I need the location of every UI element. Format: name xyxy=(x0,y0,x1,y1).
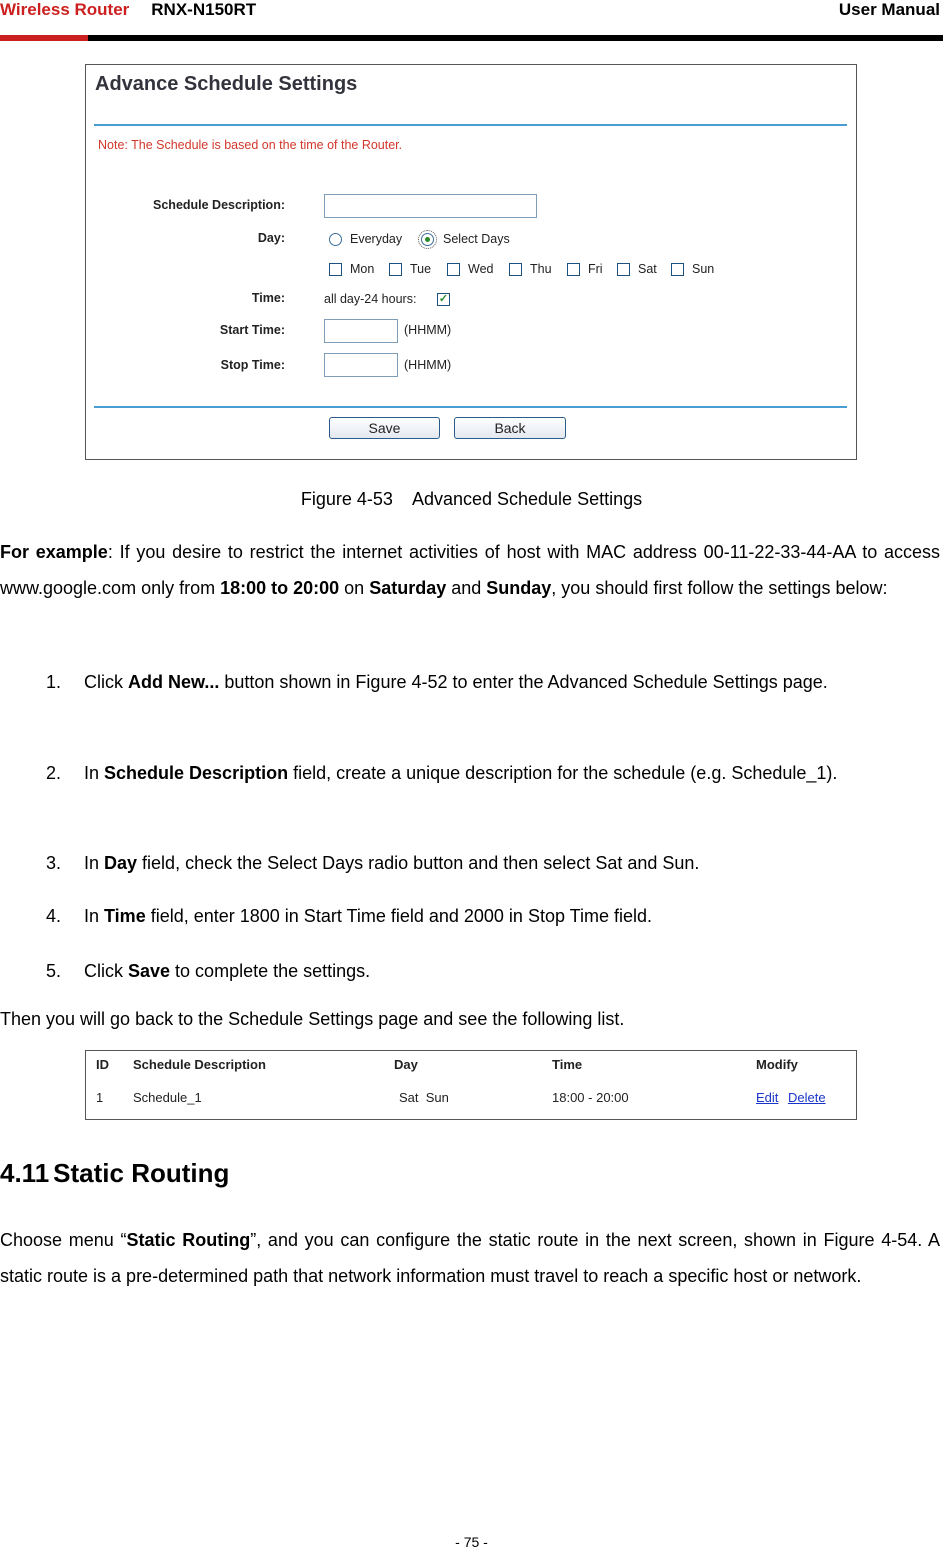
example-lead: For example xyxy=(0,542,108,562)
col-header-time: Time xyxy=(552,1057,583,1072)
section-intro-bold: Static Routing xyxy=(126,1230,251,1250)
step-4-post: field, enter 1800 in Start Time field and 2000 in Stop Time field. xyxy=(145,906,652,926)
header-rule-accent xyxy=(0,35,88,41)
step-3-post: field, check the Select Days radio button and then select Sat and Sun. xyxy=(137,853,700,873)
day-label-tue: Tue xyxy=(410,262,432,276)
section-intro-pre: Choose menu “ xyxy=(0,1230,127,1250)
example-text-4: , you should first follow the settings below: xyxy=(551,578,888,598)
step-5-text xyxy=(84,953,940,989)
stop-time-label: Stop Time: xyxy=(220,358,285,372)
step-3-text xyxy=(84,845,940,881)
section-intro xyxy=(0,1222,940,1294)
day-checkbox-sun[interactable] xyxy=(671,263,684,276)
step-4-text xyxy=(84,898,940,934)
section-heading xyxy=(0,1155,229,1191)
step-4-number: 4. xyxy=(46,906,62,926)
stop-time-input[interactable] xyxy=(324,353,398,377)
step-1-bold: Add New... xyxy=(128,672,220,692)
start-time-input[interactable] xyxy=(324,319,398,343)
row-time: 18:00 - 20:00 xyxy=(552,1090,629,1105)
day-checkbox-sat[interactable] xyxy=(617,263,630,276)
example-paragraph xyxy=(0,534,940,606)
step-2-text xyxy=(84,755,940,791)
time-label: Time: xyxy=(251,291,285,305)
then-text: Then you will go back to the Schedule Settings page and see the following list. xyxy=(0,1009,625,1029)
step-5-pre: Click xyxy=(84,961,128,981)
col-header-day: Day xyxy=(394,1057,418,1072)
figure-note: Note: The Schedule is based on the time of the Router. xyxy=(98,138,403,152)
day-checkbox-tue[interactable] xyxy=(389,263,402,276)
day-label-fri: Fri xyxy=(588,262,603,276)
day-label-sat: Sat xyxy=(638,262,657,276)
day-checkbox-fri[interactable] xyxy=(567,263,580,276)
back-button[interactable]: Back xyxy=(454,417,566,439)
section-title: Static Routing xyxy=(53,1158,230,1188)
header-left xyxy=(0,0,256,20)
step-2-number: 2. xyxy=(46,763,62,783)
day-label: Day: xyxy=(257,231,285,245)
day-label-thu: Thu xyxy=(530,262,552,276)
start-time-label: Start Time: xyxy=(219,323,285,337)
row-description: Schedule_1 xyxy=(133,1090,202,1105)
step-3-number: 3. xyxy=(46,853,62,873)
figure-divider-bottom xyxy=(94,406,847,408)
day-checkbox-wed[interactable] xyxy=(447,263,460,276)
row-edit-link[interactable]: Edit xyxy=(756,1090,779,1105)
day-label-sun: Sun xyxy=(692,262,715,276)
everyday-label: Everyday xyxy=(350,232,403,246)
day-checkbox-mon[interactable] xyxy=(329,263,342,276)
example-day-sunday: Sunday xyxy=(486,578,552,598)
save-button[interactable]: Save xyxy=(329,417,440,439)
header-doc-type: User Manual xyxy=(838,0,940,19)
header-brand: Wireless Router xyxy=(0,0,130,19)
step-5-number: 5. xyxy=(46,961,62,981)
example-time-range: 18:00 to 20:00 xyxy=(220,578,340,598)
all-day-checkbox[interactable]: ✓ xyxy=(438,293,449,305)
day-label-mon: Mon xyxy=(350,262,375,276)
col-header-id: ID xyxy=(96,1057,109,1072)
step-1-text xyxy=(84,664,940,700)
schedule-description-label: Schedule Description: xyxy=(153,198,285,212)
step-3-bold: Day xyxy=(104,853,138,873)
step-3-pre: In xyxy=(84,853,105,873)
step-1-post: button shown in Figure 4-52 to enter the Advanced Schedule Settings page. xyxy=(219,672,828,692)
page-number: - 75 - xyxy=(455,1534,488,1550)
schedule-description-input[interactable] xyxy=(324,194,537,218)
example-text-3: and xyxy=(446,578,487,598)
everyday-radio[interactable] xyxy=(329,233,342,246)
step-2-bold: Schedule Description xyxy=(104,763,289,783)
col-header-modify: Modify xyxy=(756,1057,798,1072)
col-header-description: Schedule Description xyxy=(133,1057,266,1072)
step-4-pre: In xyxy=(84,906,105,926)
example-text-1: : If you desire to restrict the internet activities of host with MAC address 00-11-22-33-44-AA to access www.google.com only from xyxy=(0,542,940,598)
example-text-2: on xyxy=(339,578,370,598)
all-day-label: all day-24 hours: xyxy=(324,292,417,306)
step-2-pre: In xyxy=(84,763,105,783)
step-5-post: to complete the settings. xyxy=(170,961,371,981)
step-4-bold: Time xyxy=(104,906,146,926)
header-rule xyxy=(0,35,943,41)
row-day: Sat Sun xyxy=(399,1090,449,1105)
select-days-radio[interactable] xyxy=(421,233,434,246)
header-model: RNX-N150RT xyxy=(151,0,257,19)
step-2-post: field, create a unique description for the schedule (e.g. Schedule_1). xyxy=(288,763,838,783)
example-day-saturday: Saturday xyxy=(369,578,447,598)
row-delete-link[interactable]: Delete xyxy=(788,1090,826,1105)
row-id: 1 xyxy=(96,1090,104,1105)
start-time-hint: (HHMM) xyxy=(404,323,452,337)
section-intro-post: ”, and you can configure the static route in the next screen, shown in Figure 4-54. A static route is a pre-determined path that network information must travel to reach a specific host or network. xyxy=(0,1230,940,1286)
figure-divider-top xyxy=(94,124,847,126)
day-label-wed: Wed xyxy=(468,262,494,276)
day-checkbox-thu[interactable] xyxy=(509,263,522,276)
step-1-pre: Click xyxy=(84,672,128,692)
select-days-label: Select Days xyxy=(443,232,510,246)
figure-caption: Figure 4-53 Advanced Schedule Settings xyxy=(300,489,643,509)
step-5-bold: Save xyxy=(128,961,171,981)
step-1-number: 1. xyxy=(46,672,62,692)
figure-page-title: Advance Schedule Settings xyxy=(95,73,358,95)
section-number: 4.11 xyxy=(0,1158,50,1188)
stop-time-hint: (HHMM) xyxy=(404,358,452,372)
